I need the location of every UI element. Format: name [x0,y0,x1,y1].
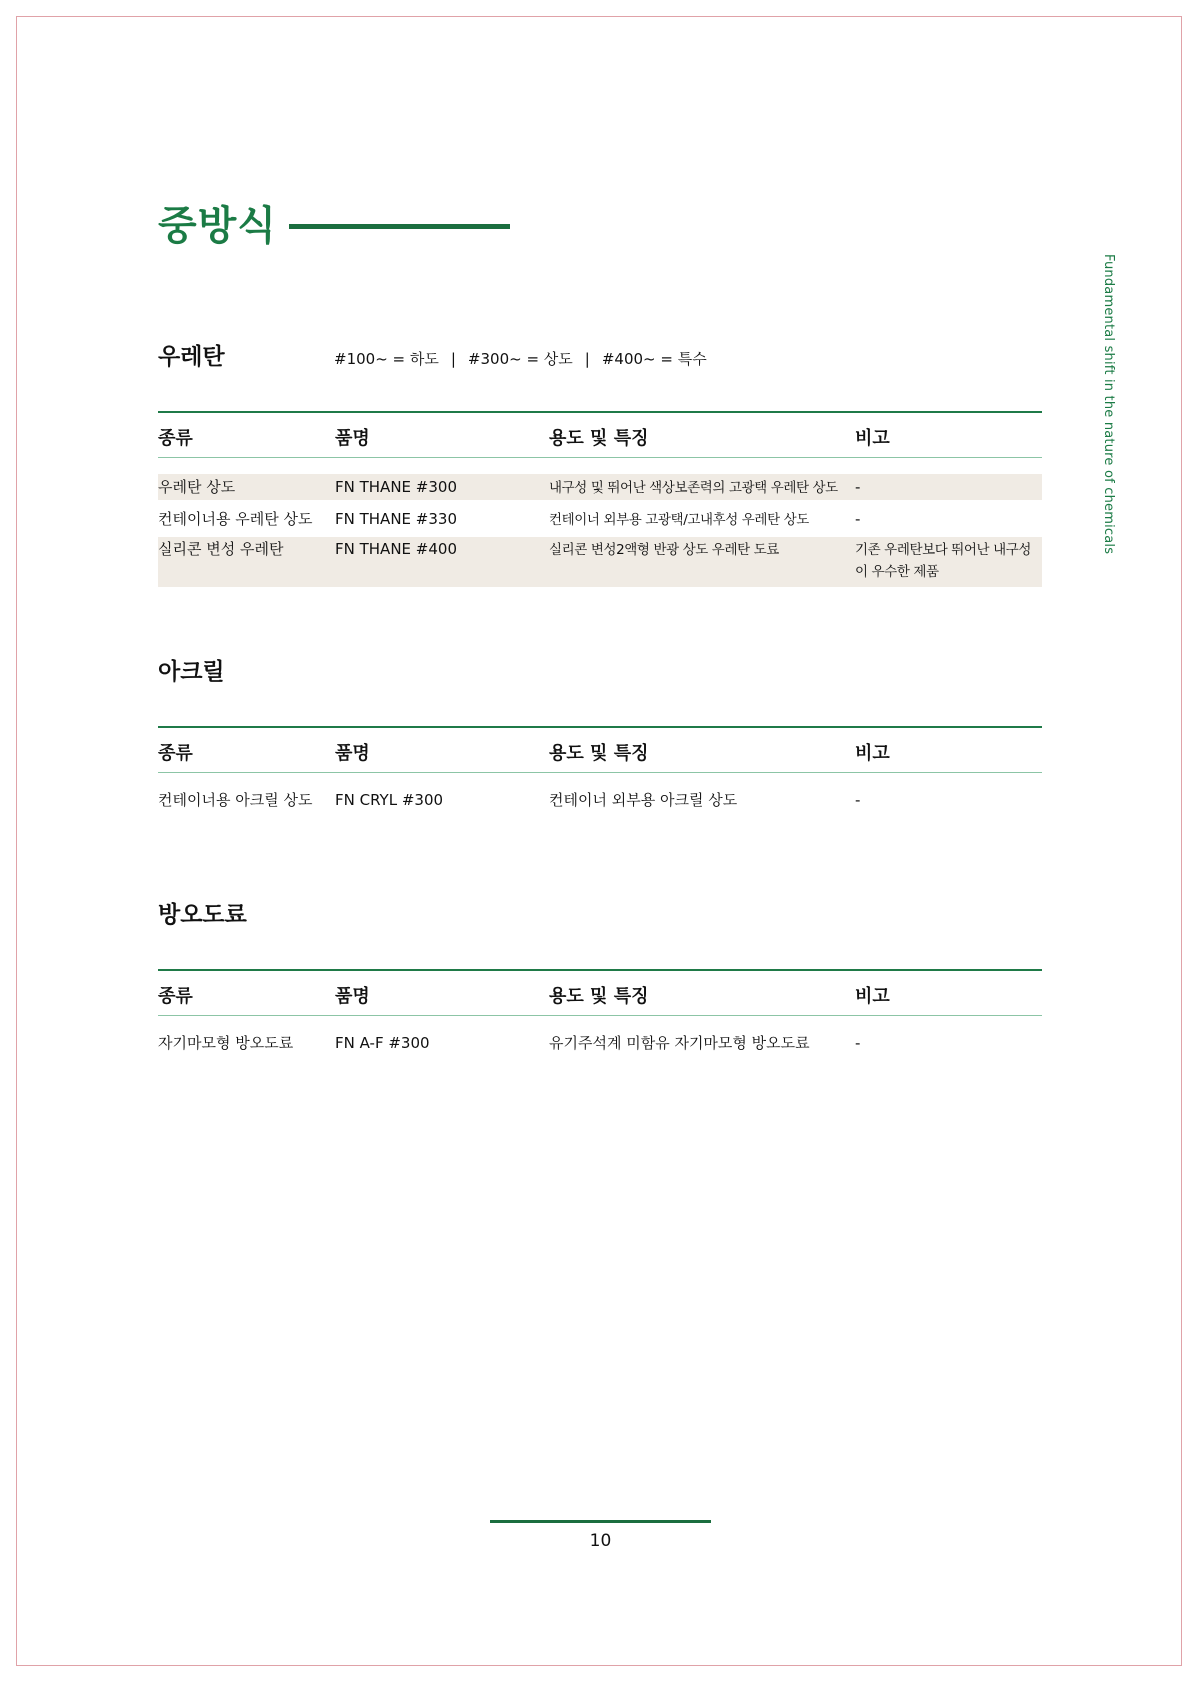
title-rule [289,224,510,229]
cell-usage: 내구성 및 뛰어난 색상보존력의 고광택 우레탄 상도 [549,480,838,496]
column-header-note: 비고 [855,986,890,1007]
cell-note: 기존 우레탄보다 뛰어난 내구성이 우수한 제품 [855,542,1032,580]
column-header-usage: 용도 및 특징 [549,986,649,1007]
cell-usage: 유기주석계 미함유 자기마모형 방오도료 [549,1034,810,1052]
cell-usage: 컨테이너 외부용 고광택/고내후성 우레탄 상도 [549,512,809,528]
table-row [158,508,1042,534]
section-title-antifouling: 방오도료 [158,902,247,928]
legend-item: #400~ = 특수 [601,350,707,368]
cell-usage: 실리콘 변성2액형 반광 상도 우레탄 도료 [549,542,779,558]
legend-item: #100~ = 하도 [334,350,439,368]
column-header-type: 종류 [158,986,193,1007]
cell-type: 우레탄 상도 [158,478,236,496]
cell-type: 컨테이너용 아크릴 상도 [158,791,313,809]
column-header-type: 종류 [158,428,193,449]
table-row [158,1030,1042,1058]
page-title: 중방식 [158,203,277,249]
column-header-product: 품명 [335,743,370,764]
table-header [158,969,1042,1016]
cell-type: 실리콘 변성 우레탄 [158,540,284,558]
cell-note: - [855,510,861,528]
column-header-note: 비고 [855,428,890,449]
cell-note: - [855,478,861,496]
cell-note: - [855,791,861,809]
table-header [158,411,1042,458]
side-caption: Fundamental shift in the nature of chemicals [1101,254,1116,555]
footer-rule [490,1520,711,1523]
urethane-table [158,411,1042,587]
grade-legend [334,348,707,370]
column-header-type: 종류 [158,743,193,764]
legend-separator: | [450,350,456,368]
table-row [158,787,1042,815]
page-frame [16,16,1182,1666]
legend-separator: | [584,350,590,368]
column-header-usage: 용도 및 특징 [549,743,649,764]
legend-item: #300~ = 상도 [467,350,573,368]
cell-product: FN THANE #300 [335,478,457,496]
cell-product: FN A-F #300 [335,1034,430,1052]
cell-note: - [855,1034,861,1052]
page-number: 10 [589,1531,612,1551]
table-header [158,726,1042,773]
section-title-acrylic: 아크릴 [158,659,225,685]
cell-usage: 컨테이너 외부용 아크릴 상도 [549,791,738,809]
cell-type: 컨테이너용 우레탄 상도 [158,510,313,528]
column-header-product: 품명 [335,428,370,449]
cell-type: 자기마모형 방오도료 [158,1034,294,1052]
column-header-note: 비고 [855,743,890,764]
table-row [158,537,1042,587]
antifouling-table [158,969,1042,1058]
acrylic-table [158,726,1042,815]
cell-product: FN THANE #330 [335,510,457,528]
section-title-urethane: 우레탄 [158,344,225,370]
cell-product: FN CRYL #300 [335,791,444,809]
table-row [158,474,1042,500]
column-header-product: 품명 [335,986,370,1007]
column-header-usage: 용도 및 특징 [549,428,649,449]
cell-product: FN THANE #400 [335,540,457,558]
